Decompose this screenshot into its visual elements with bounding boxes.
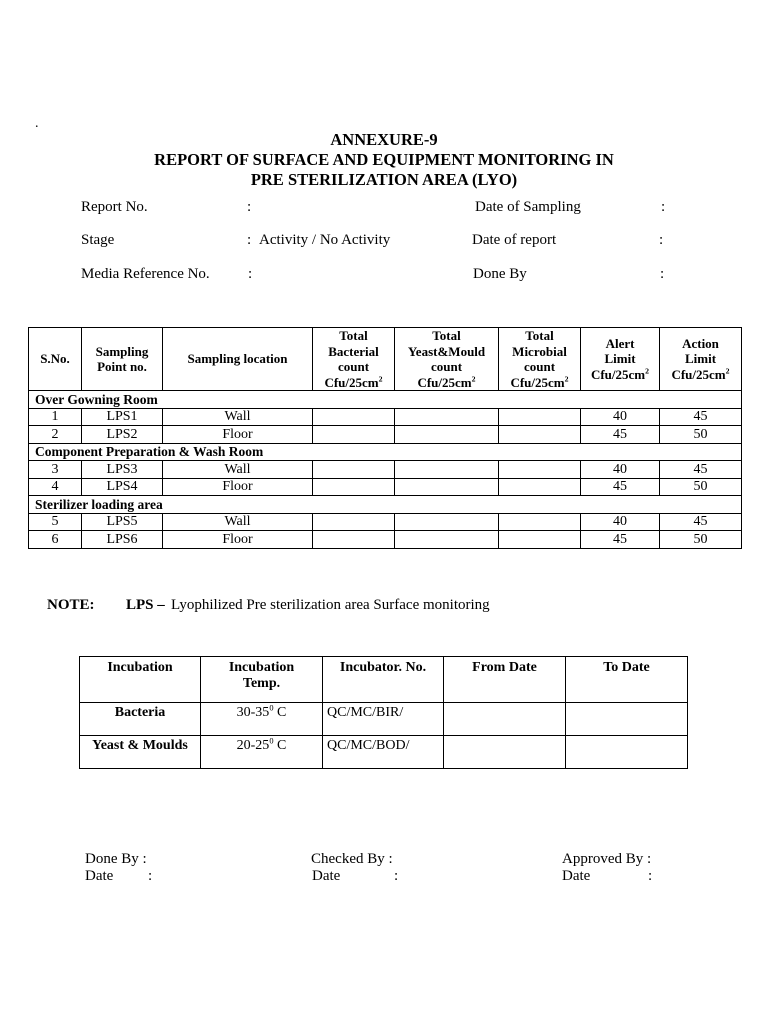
cell-action: 45: [660, 408, 742, 426]
cell-point: LPS1: [82, 408, 163, 426]
header-sampling-location: Sampling location: [163, 328, 313, 391]
cell-alert: 45: [581, 531, 660, 549]
header-alert-limit: Alert Limit Cfu/$25cm^2$: [581, 328, 660, 391]
cell-sno: 6: [29, 531, 82, 549]
cell-alert: 40: [581, 408, 660, 426]
cell-point: LPS4: [82, 478, 163, 496]
cell-incubation-temp: $20-25^0$ C: [201, 736, 323, 769]
cell-alert: 40: [581, 513, 660, 531]
cell-bacterial: [313, 531, 395, 549]
cell-from-date: [444, 736, 566, 769]
media-reference-label: Media Reference No.: [81, 266, 210, 282]
stage-value: Activity / No Activity: [259, 232, 391, 248]
cell-alert: 40: [581, 461, 660, 479]
table-row: [29, 513, 742, 531]
monitoring-table: [28, 327, 742, 549]
cell-action: 50: [660, 426, 742, 444]
header-total-yeast-mould: Total Yeast&Mould count Cfu/$25cm^2$: [395, 328, 499, 391]
cell-yeast: [395, 531, 499, 549]
cell-from-date: [444, 703, 566, 736]
stray-mark: .: [35, 116, 39, 131]
cell-point: LPS2: [82, 426, 163, 444]
header-incubation-temp: Incubation Temp.: [201, 657, 323, 703]
cell-to-date: [566, 736, 688, 769]
table-row: [80, 703, 688, 736]
signature-done-by: Done By :: [85, 851, 147, 867]
cell-incubation-name: Yeast & Moulds: [80, 736, 201, 769]
cell-alert: 45: [581, 426, 660, 444]
cell-point: LPS6: [82, 531, 163, 549]
signature-checked-by-date-separator: :: [394, 868, 399, 884]
signature-approved-by-date-separator: :: [648, 868, 653, 884]
cell-incubation-name: Bacteria: [80, 703, 201, 736]
date-of-sampling-label: Date of Sampling: [475, 199, 581, 215]
cell-sno: 1: [29, 408, 82, 426]
cell-yeast: [395, 426, 499, 444]
cell-location: Floor: [163, 478, 313, 496]
cell-location: Wall: [163, 513, 313, 531]
cell-sno: 4: [29, 478, 82, 496]
cell-microbial: [499, 513, 581, 531]
cell-bacterial: [313, 478, 395, 496]
stage-label: Stage: [81, 232, 115, 248]
cell-yeast: [395, 461, 499, 479]
cell-location: Wall: [163, 408, 313, 426]
cell-incubator-no: QC/MC/BOD/: [323, 736, 444, 769]
table-row: [29, 461, 742, 479]
stage-separator: :: [247, 232, 252, 248]
table-row: [29, 426, 742, 444]
incubation-table: [79, 656, 688, 769]
date-of-sampling-separator: :: [661, 199, 666, 215]
section-title: Component Preparation & Wash Room: [29, 443, 742, 461]
cell-alert: 45: [581, 478, 660, 496]
note-label: NOTE:: [47, 597, 95, 613]
cell-sno: 2: [29, 426, 82, 444]
section-row: [29, 496, 742, 514]
date-of-report-label: Date of report: [472, 232, 557, 248]
report-no-separator: :: [247, 199, 252, 215]
cell-bacterial: [313, 513, 395, 531]
done-by-separator: :: [660, 266, 665, 282]
section-title: Sterilizer loading area: [29, 496, 742, 514]
cell-location: Wall: [163, 461, 313, 479]
cell-bacterial: [313, 408, 395, 426]
header-total-microbial: Total Microbial count Cfu/$25cm^2$: [499, 328, 581, 391]
cell-point: LPS5: [82, 513, 163, 531]
cell-bacterial: [313, 461, 395, 479]
cell-yeast: [395, 513, 499, 531]
cell-action: 45: [660, 461, 742, 479]
signature-approved-by-date-label: Date: [562, 868, 591, 884]
header-action-limit: Action Limit Cfu/$25cm^2$: [660, 328, 742, 391]
header-sno: S.No.: [29, 328, 82, 391]
table-row: [80, 736, 688, 769]
table-row: [29, 531, 742, 549]
done-by-label: Done By: [473, 266, 527, 282]
signature-done-by-date-label: Date: [85, 868, 114, 884]
header-sampling-point: Sampling Point no.: [82, 328, 163, 391]
cell-location: Floor: [163, 531, 313, 549]
table-row: [29, 408, 742, 426]
header-incubation: Incubation: [80, 657, 201, 703]
date-of-report-separator: :: [659, 232, 664, 248]
cell-location: Floor: [163, 426, 313, 444]
cell-microbial: [499, 408, 581, 426]
section-title: Over Gowning Room: [29, 391, 742, 409]
note-text: Lyophilized Pre sterilization area Surface monitoring: [171, 597, 490, 613]
cell-point: LPS3: [82, 461, 163, 479]
signature-approved-by: Approved By :: [562, 851, 652, 867]
annexure-title: ANNEXURE-9: [330, 130, 438, 149]
cell-incubator-no: QC/MC/BIR/: [323, 703, 444, 736]
incubation-table-header: [80, 657, 688, 703]
table-row: [29, 478, 742, 496]
cell-action: 50: [660, 478, 742, 496]
cell-incubation-temp: $30-35^0$ C: [201, 703, 323, 736]
cell-bacterial: [313, 426, 395, 444]
cell-microbial: [499, 478, 581, 496]
cell-yeast: [395, 408, 499, 426]
cell-microbial: [499, 461, 581, 479]
section-row: [29, 443, 742, 461]
cell-sno: 5: [29, 513, 82, 531]
section-row: [29, 391, 742, 409]
note-abbr: LPS –: [126, 597, 165, 613]
report-subtitle: PRE STERILIZATION AREA (LYO): [250, 170, 518, 189]
cell-action: 50: [660, 531, 742, 549]
cell-sno: 3: [29, 461, 82, 479]
header-incubator-no: Incubator. No.: [323, 657, 444, 703]
cell-yeast: [395, 478, 499, 496]
signature-checked-by: Checked By :: [311, 851, 393, 867]
header-from-date: From Date: [444, 657, 566, 703]
header-to-date: To Date: [566, 657, 688, 703]
cell-microbial: [499, 426, 581, 444]
header-total-bacterial: Total Bacterial count Cfu/$25cm^2$: [313, 328, 395, 391]
signature-done-by-date-separator: :: [148, 868, 153, 884]
report-title: REPORT OF SURFACE AND EQUIPMENT MONITORING IN: [154, 150, 614, 169]
report-no-label: Report No.: [81, 199, 148, 215]
media-reference-separator: :: [248, 266, 253, 282]
cell-to-date: [566, 703, 688, 736]
monitoring-table-header: [29, 328, 742, 391]
signature-checked-by-date-label: Date: [312, 868, 341, 884]
cell-microbial: [499, 531, 581, 549]
cell-action: 45: [660, 513, 742, 531]
